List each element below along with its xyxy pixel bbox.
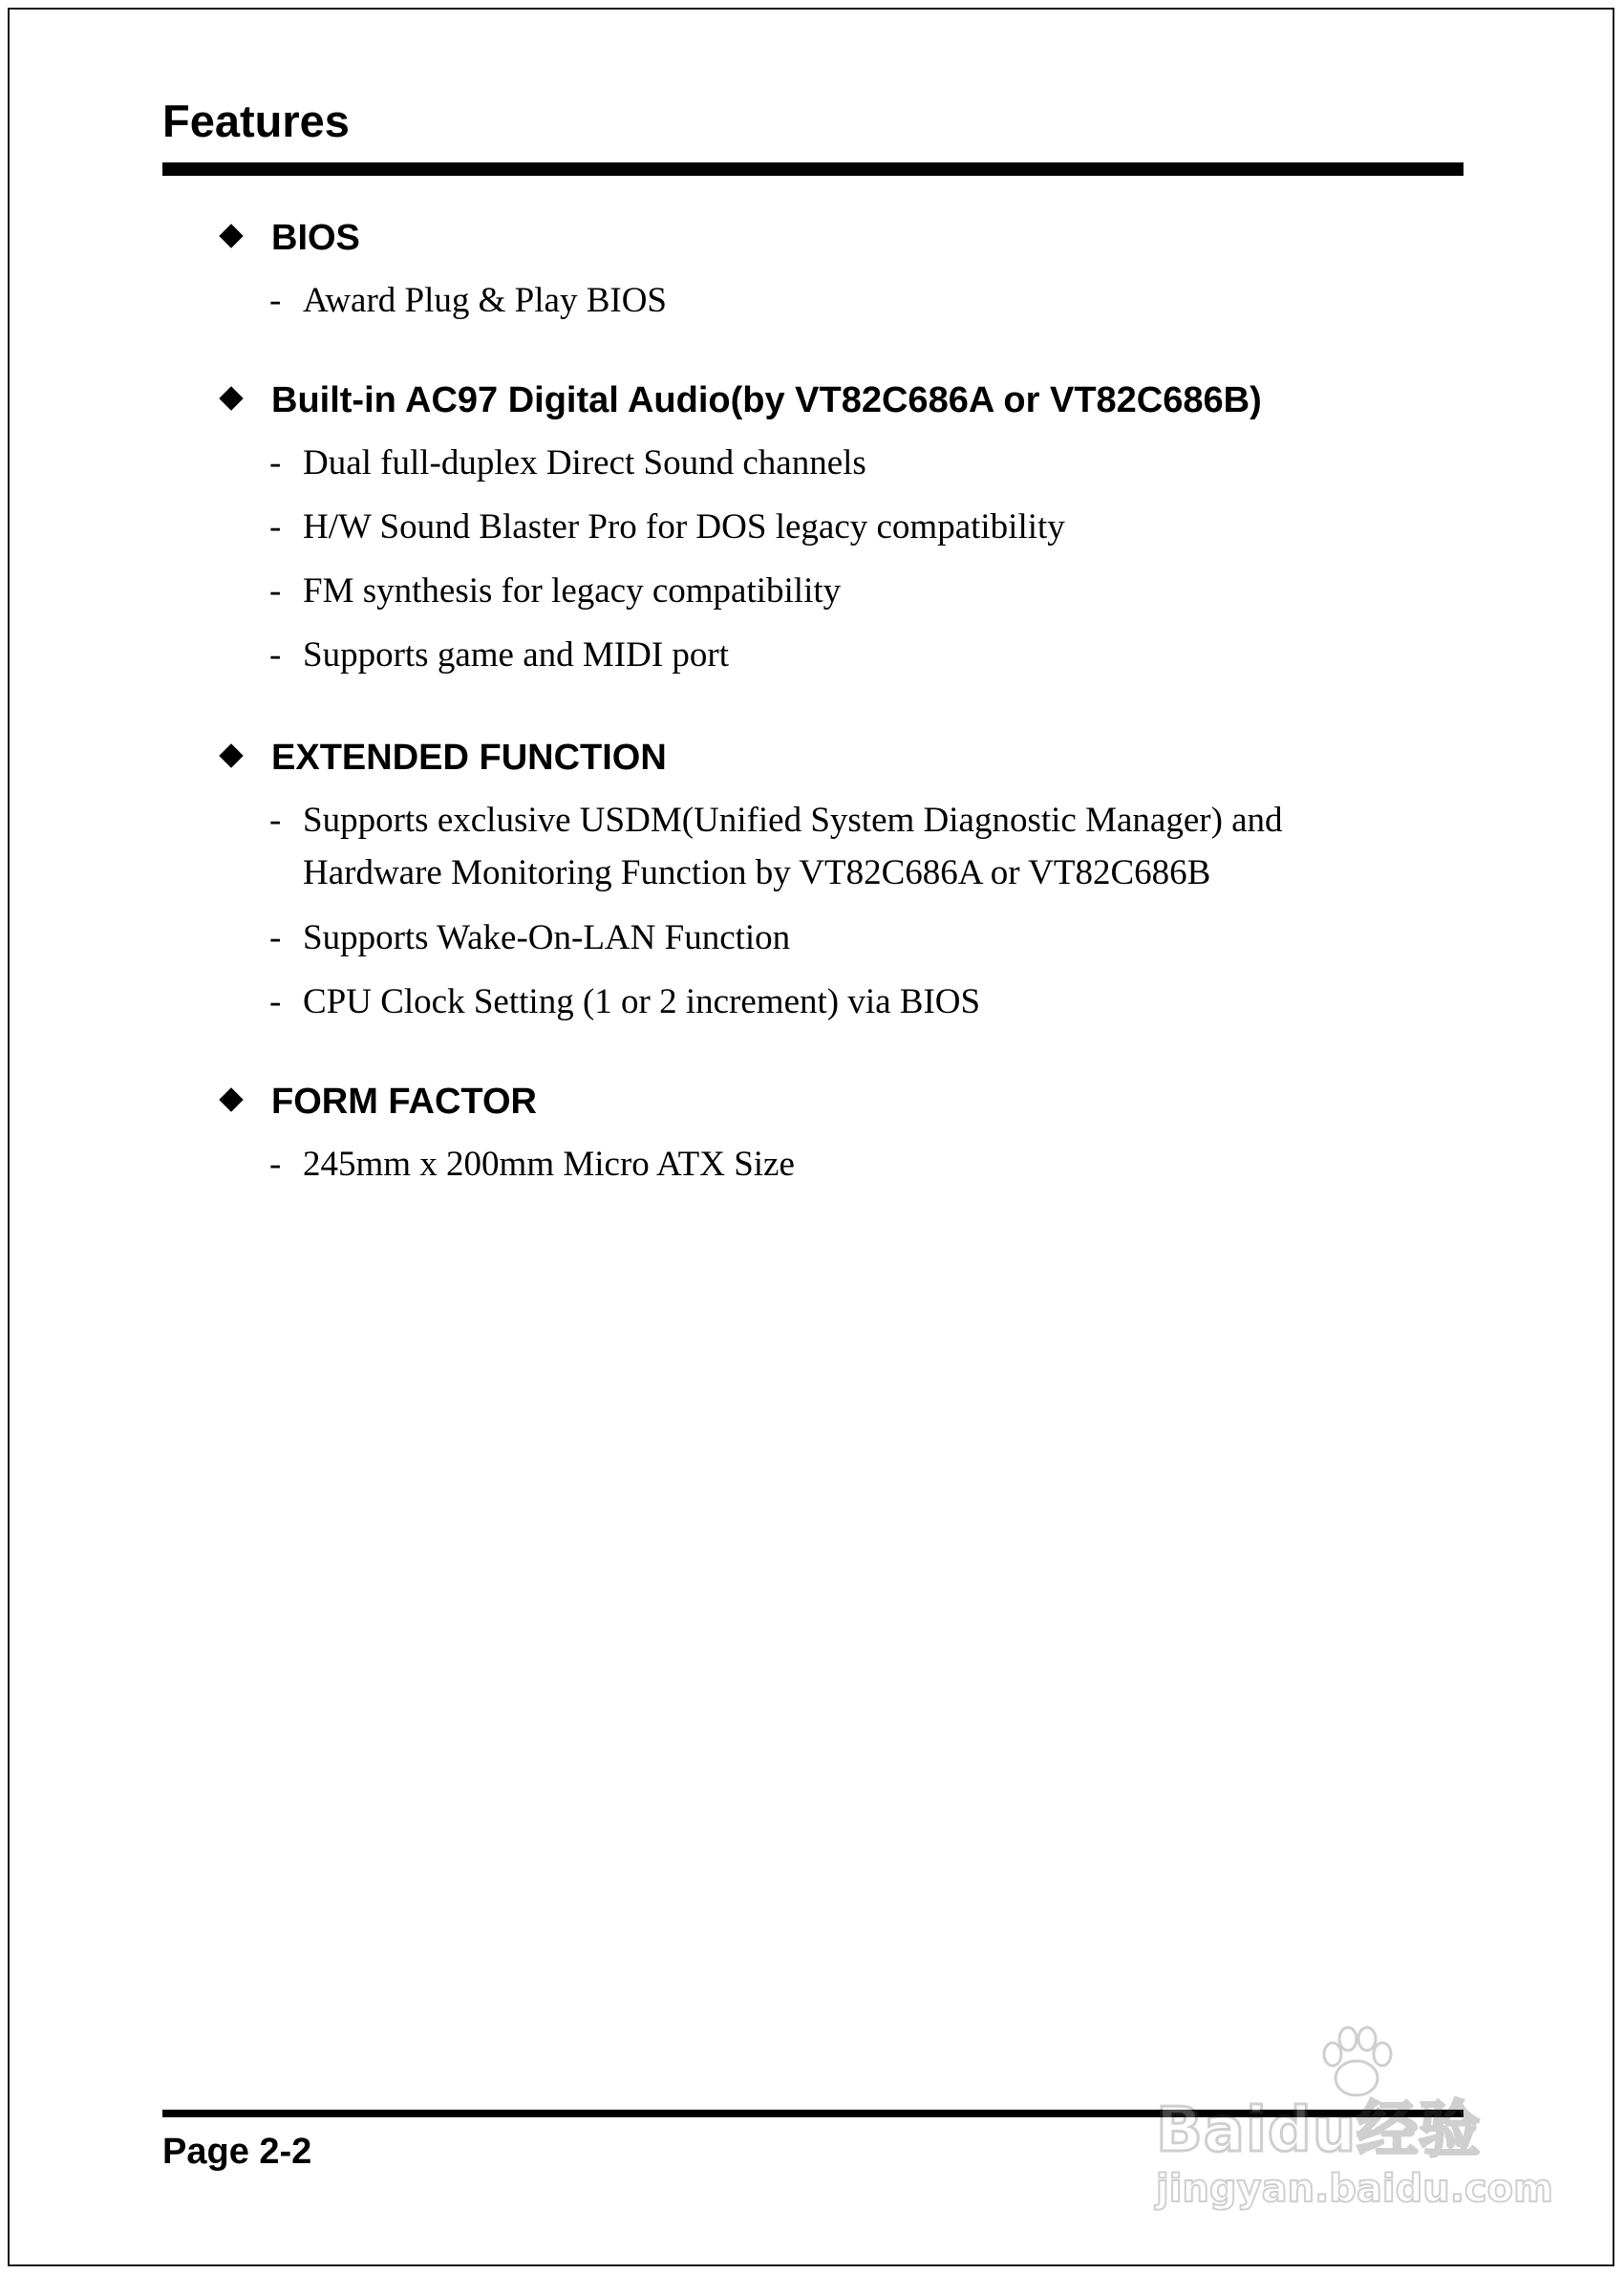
heading-rule (162, 162, 1464, 176)
item-text: Supports game and MIDI port (303, 635, 729, 675)
section-title: BIOS (271, 218, 360, 258)
dash-marker: - (269, 801, 282, 840)
dash-marker: - (269, 635, 282, 675)
dash-marker: - (269, 281, 282, 320)
item-text-continued: Hardware Monitoring Function by VT82C686A or VT82C686B (303, 853, 1211, 892)
page-border (8, 8, 1614, 2266)
dash-marker: - (269, 507, 282, 547)
page-number: Page 2-2 (162, 2132, 312, 2172)
item-text: Dual full-duplex Direct Sound channels (303, 443, 866, 483)
item-text: CPU Clock Setting (1 or 2 increment) via BIOS (303, 982, 981, 1021)
dash-marker: - (269, 918, 282, 957)
watermark-url: jingyan.baidu.com (1156, 2167, 1553, 2211)
item-text: Supports exclusive USDM(Unified System Diagnostic Manager) and (303, 801, 1283, 840)
item-text: Award Plug & Play BIOS (303, 281, 668, 320)
item-text: Supports Wake-On-LAN Function (303, 918, 791, 957)
dash-marker: - (269, 571, 282, 611)
section-title: FORM FACTOR (271, 1082, 537, 1122)
dash-marker: - (269, 443, 282, 483)
section-title: EXTENDED FUNCTION (271, 738, 667, 778)
item-text: FM synthesis for legacy compatibility (303, 571, 842, 611)
dash-marker: - (269, 982, 282, 1021)
dash-marker: - (269, 1145, 282, 1184)
page-heading: Features (162, 96, 350, 146)
baidu-watermark (1146, 2026, 1553, 2217)
section-title: Built-in AC97 Digital Audio(by VT82C686A or VT82C686B) (271, 380, 1262, 420)
item-text: 245mm x 200mm Micro ATX Size (303, 1145, 795, 1184)
item-text: H/W Sound Blaster Pro for DOS legacy compatibility (303, 507, 1065, 547)
watermark-brand: Baidu经验 (1156, 2095, 1482, 2166)
